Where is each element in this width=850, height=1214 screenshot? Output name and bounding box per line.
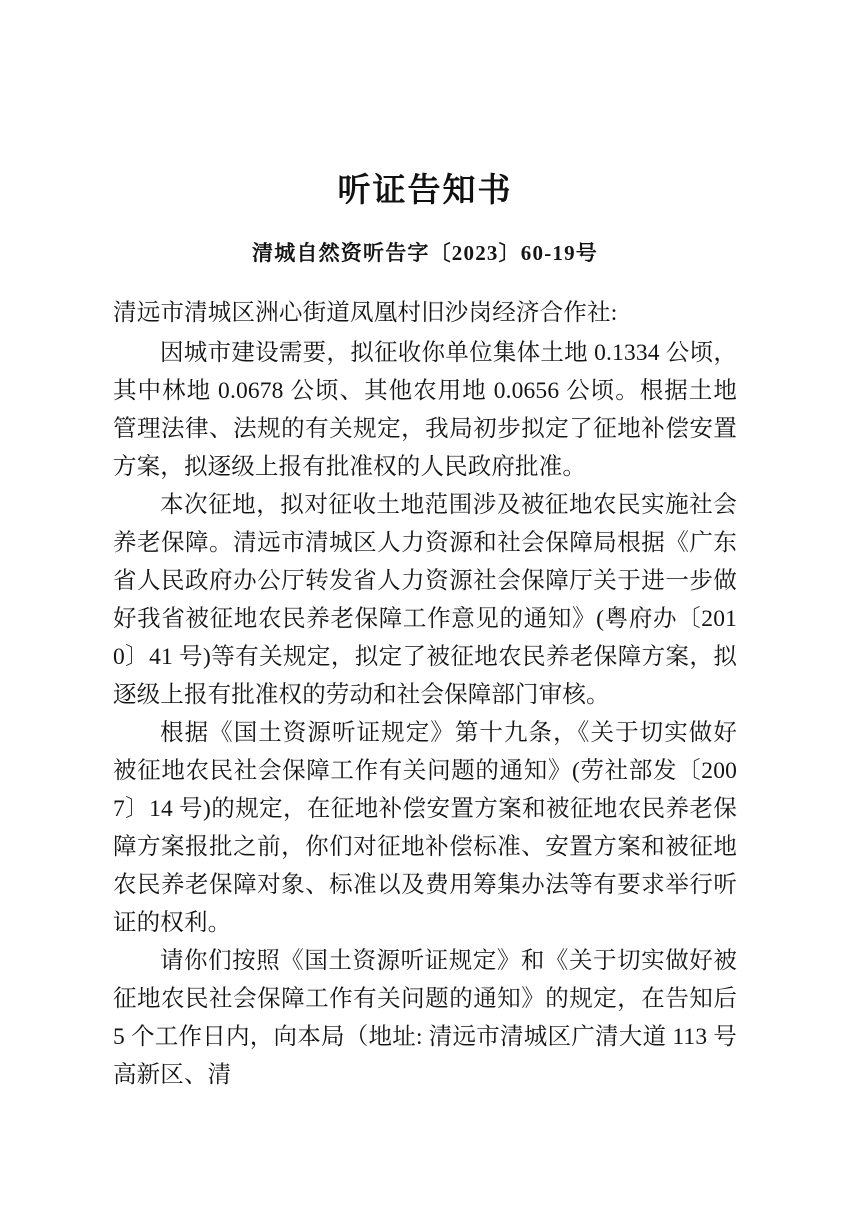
body-paragraph-4: 请你们按照《国土资源听证规定》和《关于切实做好被征地农民社会保障工作有关问题的通知》的规定，在告知后 5 个工作日内，向本局（地址: 清远市清城区广清大道 113 号高新区、清 [113,948,737,1088]
page-title: 听证告知书 [337,171,513,208]
body-paragraph-2: 本次征地，拟对征收土地范围涉及被征地农民实施社会养老保障。清远市清城区人力资源和社会保障局根据《广东省人民政府办公厅转发省人力资源社会保障厅关于进一步做好我省被征地农民养老保障工作意见的通知》(粤府办〔2010〕41 号)等有关规定，拟定了被征地农民养老保障方案，拟逐级上报有批准权的劳动和社会保障部门审核。 [113,492,737,708]
document-body [113,0,737,1094]
recipient-line: 清远市清城区洲心街道凤凰村旧沙岗经济合作社: [113,300,618,326]
body-paragraph-1: 因城市建设需要，拟征收你单位集体土地 0.1334 公顷，其中林地 0.0678 公顷、其他农用地 0.0656 公顷。根据土地管理法律、法规的有关规定，我局初步拟定了征地补偿安置方案，拟逐级上报有批准权的人民政府批准。 [113,340,737,480]
body-paragraph-3: 根据《国土资源听证规定》第十九条，《关于切实做好被征地农民社会保障工作有关问题的通知》(劳社部发〔2007〕14 号)的规定，在征地补偿安置方案和被征地农民养老保障方案报批之前，你们对征地补偿标准、安置方案和被征地农民养老保障对象、标准以及费用筹集办法等有要求举行听证的权利。 [113,720,737,936]
document-number: 清城自然资听告字〔2023〕60-19号 [252,241,598,265]
